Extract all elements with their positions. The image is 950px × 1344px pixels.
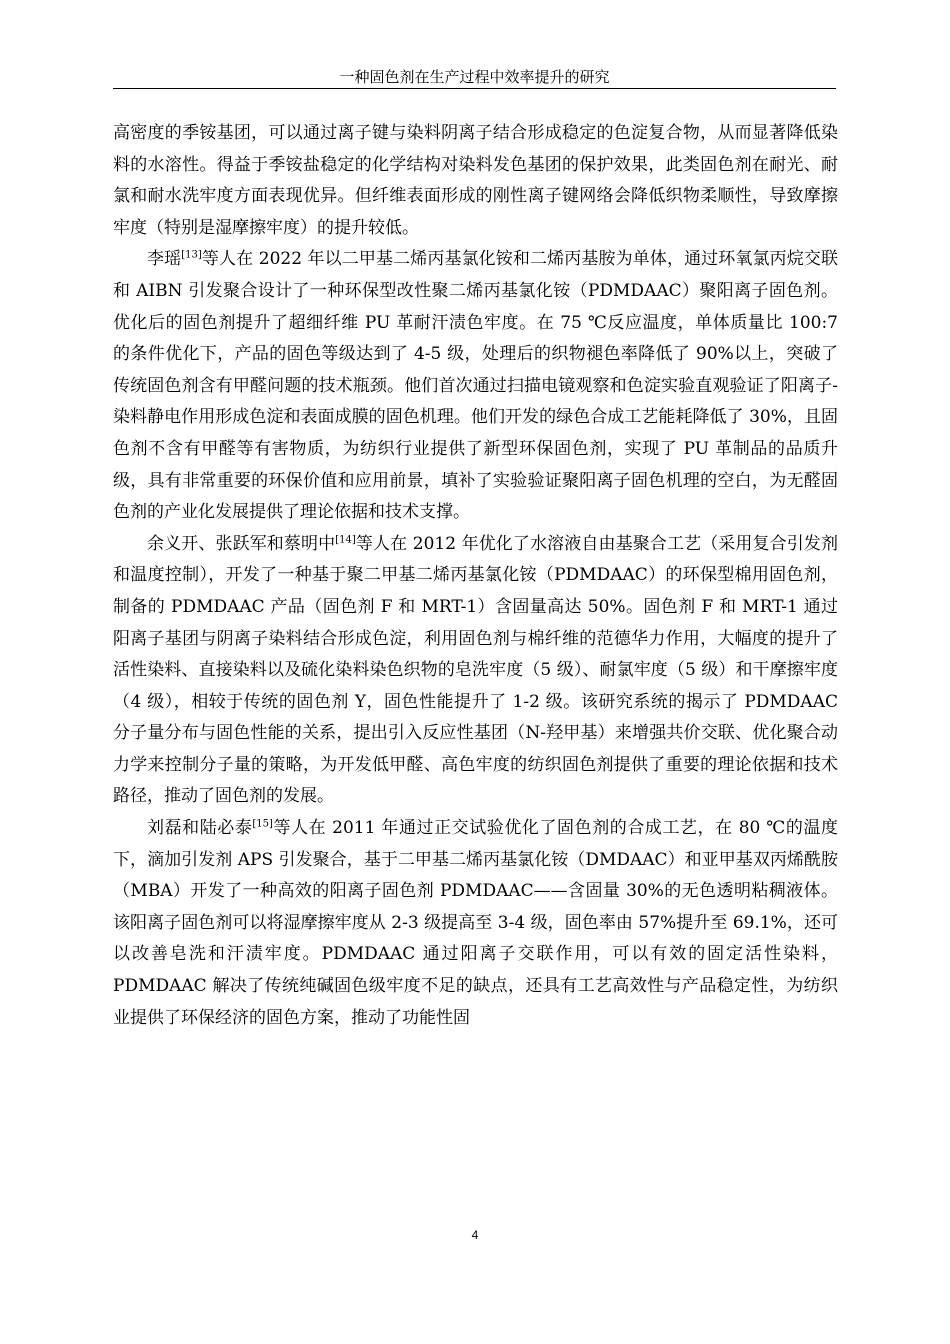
paragraph-text: 等人在 2011 年通过正交试验优化了固色剂的合成工艺，在 80 ℃的温度下，滴加引发剂 APS 引发聚合，基于二甲基二烯丙基氯化铵（DMDAAC）和亚甲基双丙烯酰胺（MBA）开发了一种高效的阳离子固色剂 PDMDAAC——含固量 30%的无色透明粘稠液体。该阳离子固色剂可以将湿摩擦牢度从 2-3 级提高至 3-4 级，固色率由 57%提升至 69.1%，还可以改善皂洗和汗渍牢度。PDMDAAC 通过阳离子交联作用，可以有效的固定活性染料，PDMDAAC 解决了传统纯碱固色级牢度不足的缺点，还具有工艺高效性与产品稳定性，为纺织业提供了环保经济的固色方案，推动了功能性固	[113, 818, 839, 1028]
citation-ref: [13]	[181, 249, 202, 261]
citation-ref: [14]	[335, 534, 356, 546]
author-names: 李瑶	[147, 249, 182, 270]
author-names: 余义开、张跃军和蔡明中	[147, 533, 336, 554]
author-names: 刘磊和陆必泰	[147, 818, 253, 839]
paragraph-text: 高密度的季铵基团，可以通过离子键与染料阴离子结合形成稳定的色淀复合物，从而显著降低染料的水溶性。得益于季铵盐稳定的化学结构对染料发色基团的保护效果，此类固色剂在耐光、耐氯和耐水洗牢度方面表现优异。但纤维表面形成的刚性离子键网络会降低织物柔顺性，导致摩擦牢度（特别是湿摩擦牢度）的提升较低。	[113, 123, 838, 238]
running-header: 一种固色剂在生产过程中效率提升的研究	[113, 66, 836, 89]
paragraph-li-yao	[113, 244, 838, 528]
document-body	[113, 118, 838, 1034]
page-number: 4	[471, 1228, 479, 1242]
citation-ref: [15]	[252, 818, 273, 830]
paragraph-text: 等人在 2022 年以二甲基二烯丙基氯化铵和二烯丙基胺为单体，通过环氧氯丙烷交联和 AIBN 引发聚合设计了一种环保型改性聚二烯丙基氯化铵（PDMDAAC）聚阳离子固色剂。优化后的固色剂提升了超细纤维 PU 革耐汗渍色牢度。在 75 ℃反应温度，单体质量比 100:7 的条件优化下，产品的固色等级达到了 4-5 级，处理后的织物褪色率降低了 90%以上，突破了传统固色剂含有甲醛问题的技术瓶颈。他们首次通过扫描电镜观察和色淀实验直观验证了阳离子-染料静电作用形成色淀和表面成膜的固色机理。他们开发的绿色合成工艺能耗降低了 30%，且固色剂不含有甲醛等有害物质，为纺织行业提供了新型环保固色剂，实现了 PU 革制品的品质升级，具有非常重要的环保价值和应用前景，填补了实验验证聚阳离子固色机理的空白，为无醛固色剂的产业化发展提供了理论依据和技术支撑。	[113, 249, 838, 523]
paragraph-quaternary-ammonium	[113, 118, 838, 244]
paragraph-liu-lei	[113, 813, 838, 1034]
paragraph-text: 等人在 2012 年优化了水溶液自由基聚合工艺（采用复合引发剂和温度控制），开发了一种基于聚二甲基二烯丙基氯化铵（PDMDAAC）的环保型棉用固色剂，制备的 PDMDAAC 产品（固色剂 F 和 MRT-1）含固量高达 50%。固色剂 F 和 MRT-1 通过阳离子基团与阴离子染料结合形成色淀，利用固色剂与棉纤维的范德华力作用，大幅度的提升了活性染料、直接染料以及硫化染料染色织物的皂洗牢度（5 级）、耐氯牢度（5 级）和干摩擦牢度（4 级），相较于传统的固色剂 Y，固色性能提升了 1-2 级。该研究系统的揭示了 PDMDAAC 分子量分布与固色性能的关系，提出引入反应性基团（N-羟甲基）来增强共价交联、优化聚合动力学来控制分子量的策略，为开发低甲醛、高色牢度的纺织固色剂提供了重要的理论依据和技术路径，推动了固色剂的发展。	[113, 533, 839, 807]
paragraph-yu-yikai	[113, 529, 838, 813]
